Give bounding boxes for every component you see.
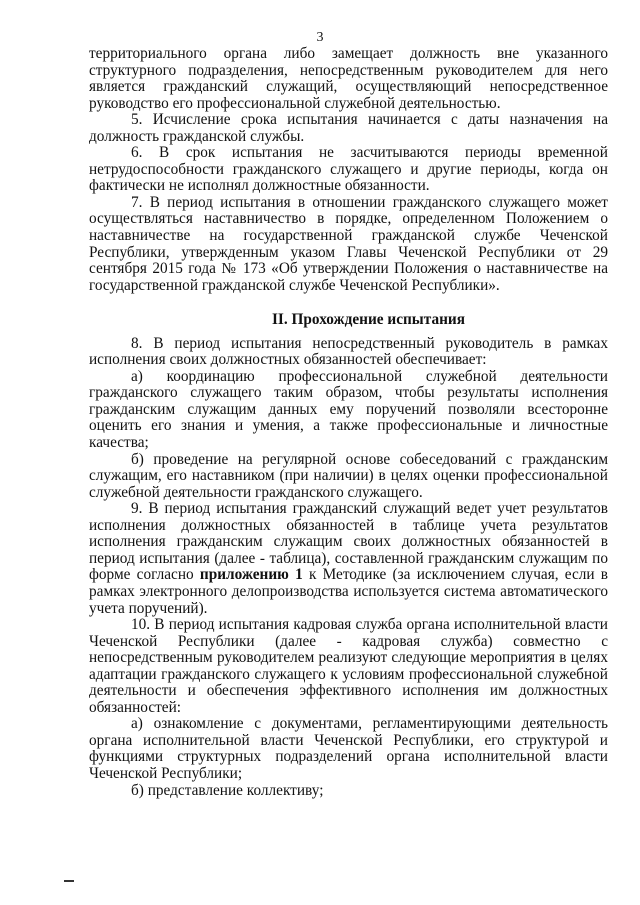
paragraph-5: 5. Исчисление срока испытания начинается с даты назначения на должность гражданской службы.: [89, 111, 608, 145]
paragraph-7: 7. В период испытания в отношении гражданского служащего может осуществляться наставничество в порядке, определенном Положением о наставничестве на государственной гражданской службе Чеченской Республики, утвержденным указом Главы Чеченской Республики от 29 сентября 2015 года № 173 «Об утверждении Положения о наставничестве на государственной гражданской службе Чеченской Республики».: [89, 193, 608, 294]
paragraph-6: 6. В срок испытания не засчитываются периоды временной нетрудоспособности гражданского служащего и другие периоды, когда он фактически не исполнял должностные обязанности.: [89, 144, 608, 195]
paragraph-8: 8. В период испытания непосредственный руководитель в рамках исполнения своих должностных обязанностей обеспечивает:: [89, 334, 608, 369]
paragraph-intro: территориального органа либо замещает должность вне указанного структурного подразделения, непосредственным руководителем для него является гражданский служащий, осуществляющий непосредственное руководство его профессиональной служебной деятельностью.: [89, 45, 608, 112]
paragraph-8b: б) проведение на регулярной основе собеседований с гражданским служащим, его наставником (при наличии) в целях оценки профессиональной служебной деятельности гражданского служащего.: [89, 450, 608, 501]
paragraph-9: [89, 501, 608, 617]
paragraph-10a: а) ознакомление с документами, регламентирующими деятельность органа исполнительной власти Чеченской Республики, его структурой и функциями структурных подразделений органа исполнительной власти Чеченской Республики;: [89, 715, 608, 782]
paragraph-10b: б) представление коллективу;: [131, 781, 324, 799]
paragraph-8a: а) координацию профессиональной служебной деятельности гражданского служащего таким образом, чтобы результаты исполнения гражданским служащим данных ему поручений позволяли всесторонне оценить его знания и умения, а также профессиональные и личностные качества;: [89, 367, 608, 452]
section-title: II. Прохождение испытания: [271, 311, 466, 329]
scan-mark: [64, 880, 74, 882]
paragraph-9-end: к Методике (за исключением случая, если в рамках электронного делопроизводства используется система автоматического учета поручений).: [89, 566, 609, 617]
paragraph-10: 10. В период испытания кадровая служба органа исполнительной власти Чеченской Республики (далее - кадровая служба) совместно с непосредственным руководителем реализуют следующие мероприятия в целях адаптации гражданского служащего к условиям профессиональной служебной деятельности и обеспечения эффективного исполнения им должностных обязанностей:: [89, 616, 608, 716]
appendix-reference: приложению 1: [199, 566, 303, 584]
page-number: 3: [316, 30, 324, 45]
paragraph-9-start: 9. В период испытания гражданский служащий ведет учет результатов исполнения должностных обязанностей в таблице учета результатов исполнения гражданским служащим своих должностных обязанностей в период испытания (далее - таблица), составленной гражданским служащим по форме согласно: [89, 500, 608, 584]
document-body: [89, 46, 608, 799]
